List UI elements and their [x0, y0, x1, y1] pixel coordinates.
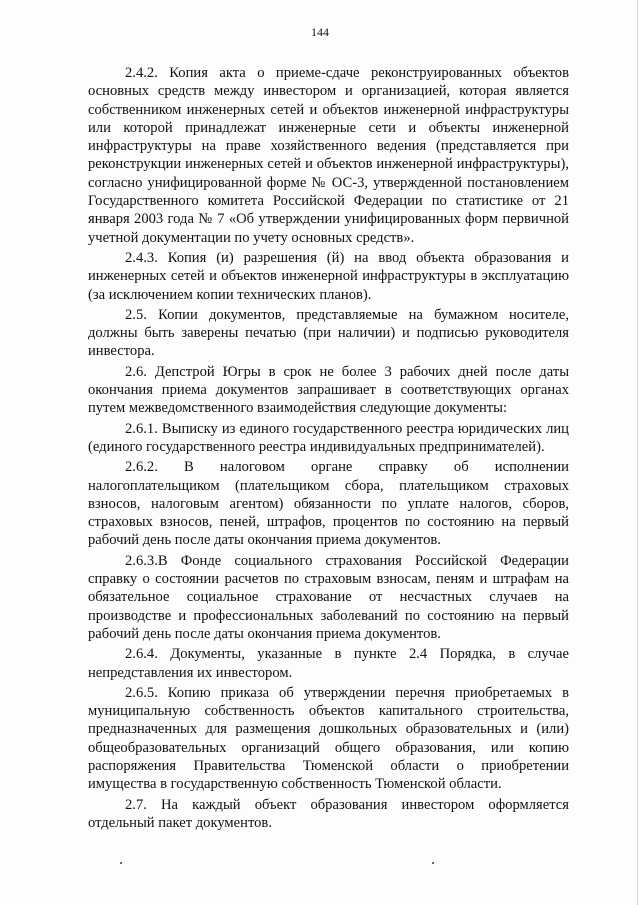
paragraph-2-4-2: 2.4.2. Копия акта о приеме-сдаче реконструированных объектов основных средств между инвестором и организацией, которая является собственником инженерных сетей и объектов инженерной инфраструктуры или которой принадлежат инженерные сети и объекты инженерной инфраструктуры на праве хозяйственного ведения (представляется при реконструкции инженерных сетей и объектов инженерной инфраструктуры), согласно унифицированной форме № ОС-3, утвержденной постановлением Государственного комитета Российской Федерации по статистике от 21 января 2003 года № 7 «Об утверждении унифицированных форм первичной учетной документации по учету основных средств».	[88, 65, 569, 246]
paragraph-2-6: 2.6. Депстрой Югры в срок не более 3 рабочих дней после даты окончания приема документов запрашивает в соответствующих органах путем межведомственного взаимодействия следующие документы:	[88, 363, 569, 417]
paragraph-2-6-3: 2.6.3.В Фонде социального страхования Российской Федерации справку о состоянии расчетов по страховым взносам, пеням и штрафам на обязательное социальное страхование от несчастных случаев на производстве и профессиональных заболеваний по состоянию на первый рабочий день после даты окончания приема документов.	[88, 552, 569, 642]
paragraph-2-6-5: 2.6.5. Копию приказа об утверждении перечня приобретаемых в муниципальную собственность объектов капитального строительства, предназначенных для размещения дошкольных образовательных и (или) общеобразовательных организаций общего образования, или копию распоряжения Правительства Тюменской области о приобретении имущества в государственную собственность Тюменской области.	[88, 684, 569, 793]
paragraph-2-6-4: 2.6.4. Документы, указанные в пункте 2.4 Порядка, в случае непредставления их инвестором.	[88, 646, 569, 681]
paragraph-2-5: 2.5. Копии документов, представляемые на бумажном носителе, должны быть заверены печатью (при наличии) и подписью руководителя инвестора.	[88, 306, 569, 360]
scan-speck	[120, 862, 122, 864]
paragraph-2-6-2: 2.6.2. В налоговом органе справку об исполнении налогоплательщиком (плательщиком сбора, плательщиком страховых взносов, налоговым агентом) обязанности по уплате налогов, сборов, страховых взносов, пеней, штрафов, процентов по состоянию на первый рабочий день после даты окончания приема документов.	[88, 459, 569, 549]
document-body	[88, 64, 569, 832]
scan-speck	[432, 862, 434, 864]
page-edge	[637, 0, 638, 905]
paragraph-2-7: 2.7. На каждый объект образования инвестором оформляется отдельный пакет документов.	[88, 796, 569, 831]
paragraph-2-4-3: 2.4.3. Копия (и) разрешения (й) на ввод объекта образования и инженерных сетей и объектов инженерной инфраструктуры в эксплуатацию (за исключением копии технических планов).	[88, 249, 569, 303]
page-number: 144	[311, 25, 329, 39]
paragraph-2-6-1: 2.6.1. Выписку из единого государственного реестра юридических лиц (единого государственного реестра индивидуальных предпринимателей).	[88, 420, 569, 455]
